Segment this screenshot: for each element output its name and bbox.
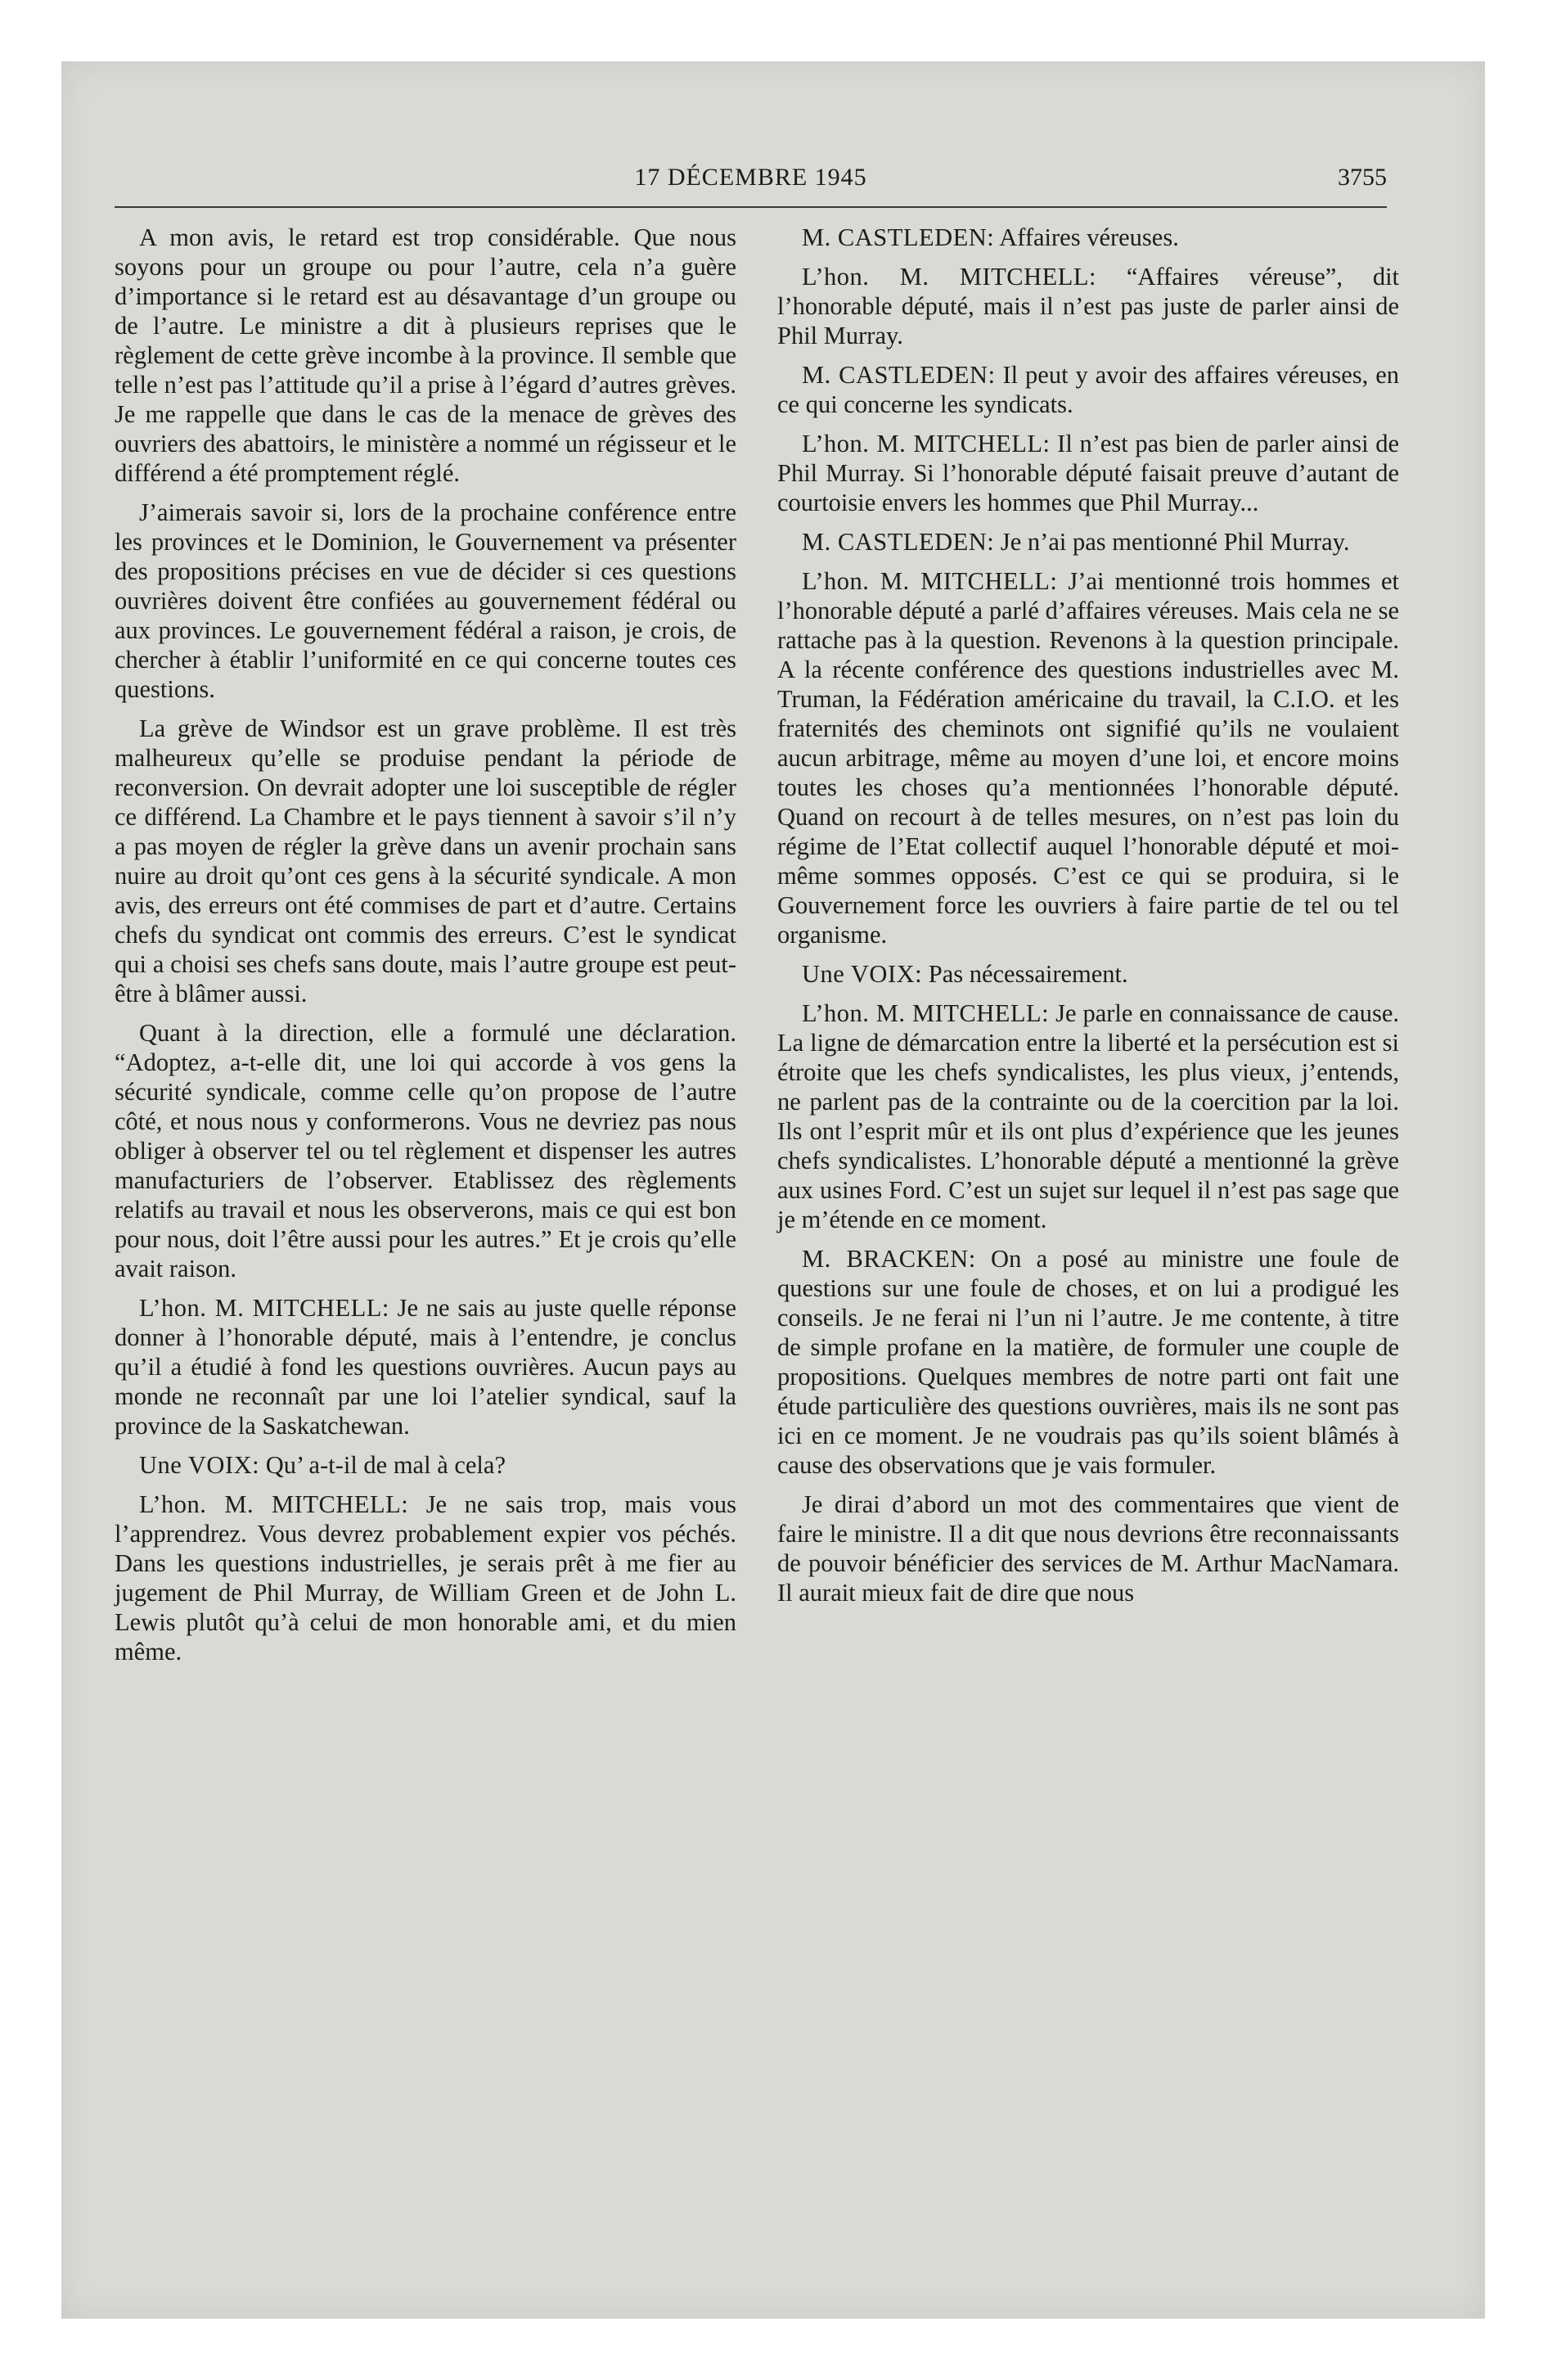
speaker-name: M. CASTLEDEN: (802, 528, 995, 556)
paragraph-text: Je ne sais au juste quelle réponse donner à l’honorable député, mais à l’entendre, je conclus qu’il a étudié à fond les questions ouvrières. Aucun pays au monde ne reconnaît par une loi l’atelier syndical, sauf la province de la Saskatchewan. (115, 1294, 736, 1440)
speaker-name: Une VOIX: (139, 1451, 260, 1479)
paragraph-text: Je parle en connaissance de cause. La ligne de démarcation entre la liberté et la persécution est si étroite que les chefs syndicalistes, les plus vieux, j’entends, ne parlent pas de la contrainte ou de la coercition par la loi. Ils ont l’esprit mûr et ils ont plus d’expérience que les jeunes chefs syndicalistes. L’honorable député a mentionné la grève aux usines Ford. C’est un sujet sur lequel il n’est pas sage que je m’étende en ce moment. (777, 999, 1400, 1233)
paragraph-text: Quant à la direction, elle a formulé une déclaration. “Adoptez, a-t-elle dit, une loi qui accorde à vos gens la sécurité syndicale, comme celle qu’on propose de l’autre côté, et nous nous y conformerons. Vous ne devriez pas nous obliger à observer tel ou tel règlement et dispenser les autres manufacturiers de l’observer. Etablissez des règlements relatifs au travail et nous les observerons, mais ce qui est bon pour nous, doit l’être aussi pour les autres.” Et je crois qu’elle avait raison. (115, 1019, 736, 1282)
paragraph-text: Il peut y avoir des affaires véreuses, en ce qui concerne les syndicats. (777, 361, 1400, 418)
paragraph (115, 1018, 736, 1283)
page-header (115, 164, 1387, 196)
paragraph-text: Je n’ai pas mentionné Phil Murray. (1000, 528, 1350, 556)
paragraph (777, 262, 1399, 350)
paragraph (115, 498, 736, 704)
speaker-name: L’hon. M. MITCHELL: (802, 430, 1051, 458)
paragraph (115, 1293, 736, 1440)
paragraph-text: Pas nécessairement. (928, 960, 1128, 988)
page-date: 17 DÉCEMBRE 1945 (634, 164, 867, 191)
paragraph (777, 223, 1399, 252)
speaker-name: L’hon. M. MITCHELL: (139, 1294, 389, 1322)
paragraph (777, 527, 1399, 557)
paragraph (115, 223, 736, 488)
left-column (115, 223, 736, 1676)
speaker-name: L’hon. M. MITCHELL: (802, 567, 1058, 595)
paragraph (115, 714, 736, 1008)
speaker-name: L’hon. M. MITCHELL: (139, 1490, 409, 1518)
paragraph (777, 360, 1399, 419)
paragraph-text: Je ne sais trop, mais vous l’apprendrez. Vous devrez probablement expier vos péchés. Dans les questions industrielles, je serais prêt à me fier au jugement de Phil Murray, de William Green et de John L. Lewis plutôt qu’à celui de mon honorable ami, et du mien même. (115, 1490, 736, 1666)
right-column (777, 223, 1399, 1617)
paragraph-text: Qu’ a-t-il de mal à cela? (265, 1451, 506, 1479)
paragraph (777, 1244, 1399, 1480)
paragraph (777, 959, 1399, 989)
paragraph (777, 566, 1399, 949)
page-number: 3755 (1338, 164, 1387, 191)
paragraph-text: Affaires véreuses. (999, 223, 1179, 251)
paragraph-text: J’aimerais savoir si, lors de la prochaine conférence entre les provinces et le Dominion, le Gouvernement va présenter des propositions précises en vue de décider si ces questions ouvrières doivent être confiées au gouvernement fédéral ou aux provinces. Le gouvernement fédéral a raison, je crois, de chercher à établir l’uniformité en ce qui concerne toutes ces questions. (115, 498, 736, 703)
paragraph (777, 1490, 1399, 1607)
paragraph-text: La grève de Windsor est un grave problème. Il est très malheureux qu’elle se produise pendant la période de reconversion. On devrait adopter une loi susceptible de régler ce différend. La Chambre et le pays tiennent à savoir s’il n’y a pas moyen de régler la grève dans un avenir prochain sans nuire au droit qu’ont ces gens à la sécurité syndicale. A mon avis, des erreurs ont été commises de part et d’autre. Certains chefs du syndicat ont commis des erreurs. C’est le syndicat qui a choisi ses chefs sans doute, mais l’autre groupe est peut-être à blâmer aussi. (115, 714, 736, 1007)
paragraph (115, 1490, 736, 1666)
speaker-name: M. CASTLEDEN: (802, 361, 996, 389)
speaker-name: M. BRACKEN: (802, 1245, 976, 1273)
speaker-name: L’hon. M. MITCHELL: (802, 263, 1096, 291)
header-rule (115, 206, 1387, 208)
speaker-name: Une VOIX: (802, 960, 923, 988)
paragraph-text: Je dirai d’abord un mot des commentaires que vient de faire le ministre. Il a dit que nous devrions être reconnaissants de pouvoir bénéficier des services de M. Arthur MacNamara. Il aurait mieux fait de dire que nous (777, 1490, 1399, 1607)
paragraph-text: J’ai mentionné trois hommes et l’honorable député a parlé d’affaires véreuses. Mais cela ne se rattache pas à la question. Revenons à la question principale. A la récente conférence des questions industrielles avec M. Truman, la Fédération américaine du travail, la C.I.O. et les fraternités des cheminots ont signifié qu’ils ne voulaient aucun arbitrage, même au moyen d’une loi, et encore moins toutes les choses qu’a mentionnées l’honorable député. Quand on recourt à de telles mesures, on n’est pas loin du régime de l’Etat collectif auquel l’honorable député et moi-même sommes opposés. C’est ce qui se produira, si le Gouvernement force les ouvriers à faire partie de tel ou tel organisme. (777, 567, 1400, 949)
paragraph (777, 429, 1399, 517)
paragraph-text: A mon avis, le retard est trop considérable. Que nous soyons pour un groupe ou pour l’autre, cela n’a guère d’importance si le retard est au désavantage d’un groupe ou de l’autre. Le ministre a dit à plusieurs reprises que le règlement de cette grève incombe à la province. Il semble que telle n’est pas l’attitude qu’il a prise à l’égard d’autres grèves. Je me rappelle que dans le cas de la menace de grèves des ouvriers des abattoirs, le ministère a nommé un régisseur et le différend a été promptement réglé. (115, 223, 736, 487)
speaker-name: M. CASTLEDEN: (802, 223, 995, 251)
paragraph-text: Il n’est pas bien de parler ainsi de Phil Murray. Si l’honorable député faisait preuve d’autant de courtoisie envers les hommes que Phil Murray... (777, 430, 1400, 516)
paragraph (115, 1450, 736, 1480)
paragraph-text: On a posé au ministre une foule de questions sur une foule de choses, et on lui a prodigué les conseils. Je ne ferai ni l’un ni l’autre. Je me contente, à titre de simple profane en la matière, de formuler une couple de propositions. Quelques membres de notre parti ont fait une étude particulière des questions ouvrières, mais ils ne sont pas ici en ce moment. Je ne voudrais pas qu’ils soient blâmés à cause des observations que je vais formuler. (777, 1245, 1399, 1479)
speaker-name: L’hon. M. MITCHELL: (802, 999, 1050, 1027)
paragraph-text: “Affaires véreuse”, dit l’honorable député, mais il n’est pas juste de parler ainsi de Phil Murray. (777, 263, 1400, 349)
paragraph (777, 998, 1399, 1234)
